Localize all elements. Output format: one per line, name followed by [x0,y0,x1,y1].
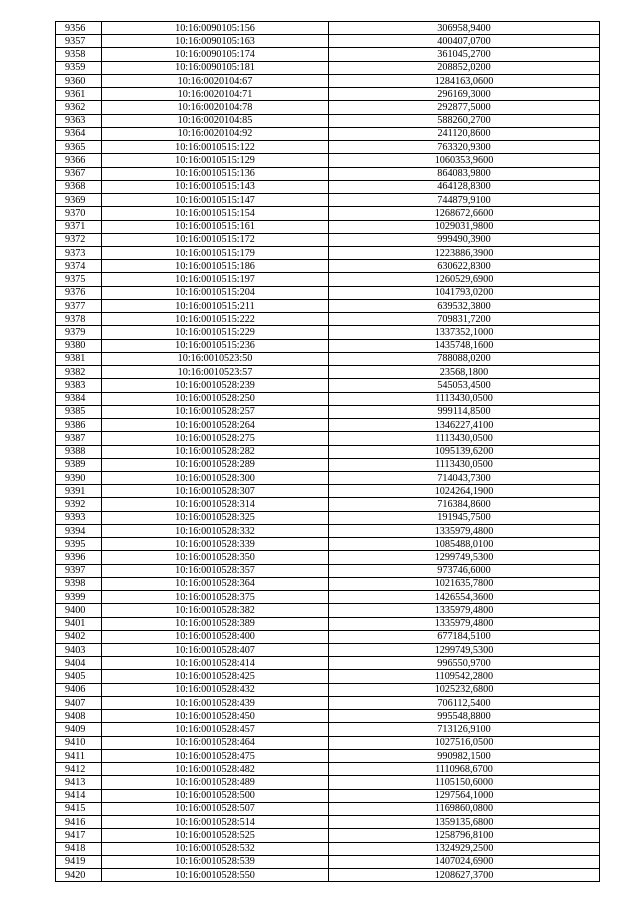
table-row [56,35,600,48]
row-number-cell: 9420 [56,869,102,882]
value-cell: 1335979,4800 [329,604,600,617]
cadastral-value-table [55,21,600,882]
table-row [56,194,600,207]
table-row [56,366,600,379]
value-cell: 1110968,6700 [329,763,600,776]
cadastral-number-cell: 10:16:0010515:236 [102,339,329,352]
value-cell: 1258796,8100 [329,829,600,842]
cadastral-number-cell: 10:16:0010528:432 [102,683,329,696]
row-number-cell: 9401 [56,617,102,630]
cadastral-number-cell: 10:16:0090105:163 [102,35,329,48]
cadastral-number-cell: 10:16:0090105:174 [102,48,329,61]
row-number-cell: 9398 [56,577,102,590]
cadastral-number-cell: 10:16:0010528:400 [102,630,329,643]
table-row [56,61,600,74]
row-number-cell: 9418 [56,842,102,855]
value-cell: 1105150,6000 [329,776,600,789]
value-cell: 1113430,0500 [329,392,600,405]
row-number-cell: 9381 [56,352,102,365]
value-cell: 864083,9800 [329,167,600,180]
value-cell: 1426554,3600 [329,591,600,604]
row-number-cell: 9402 [56,630,102,643]
cadastral-number-cell: 10:16:0010528:332 [102,524,329,537]
value-cell: 999114,8500 [329,405,600,418]
value-cell: 990982,1500 [329,749,600,762]
value-cell: 464128,8300 [329,180,600,193]
table-row [56,101,600,114]
value-cell: 1113430,0500 [329,432,600,445]
row-number-cell: 9404 [56,657,102,670]
row-number-cell: 9397 [56,564,102,577]
row-number-cell: 9390 [56,471,102,484]
row-number-cell: 9358 [56,48,102,61]
table-row [56,538,600,551]
value-cell: 1085488,0100 [329,538,600,551]
cadastral-number-cell: 10:16:0010515:172 [102,233,329,246]
cadastral-number-cell: 10:16:0010515:154 [102,207,329,220]
value-cell: 996550,9700 [329,657,600,670]
table-row [56,683,600,696]
cadastral-number-cell: 10:16:0010528:539 [102,855,329,868]
value-cell: 709831,7200 [329,313,600,326]
row-number-cell: 9384 [56,392,102,405]
value-cell: 1407024,6900 [329,855,600,868]
row-number-cell: 9392 [56,498,102,511]
cadastral-number-cell: 10:16:0010515:211 [102,299,329,312]
table-row [56,88,600,101]
value-cell: 1297564,1000 [329,789,600,802]
row-number-cell: 9359 [56,61,102,74]
value-cell: 788088,0200 [329,352,600,365]
value-cell: 999490,3900 [329,233,600,246]
table-row [56,657,600,670]
row-number-cell: 9372 [56,233,102,246]
row-number-cell: 9368 [56,180,102,193]
cadastral-number-cell: 10:16:0010515:129 [102,154,329,167]
cadastral-number-cell: 10:16:0020104:85 [102,114,329,127]
table-row [56,326,600,339]
table-row [56,696,600,709]
table-row [56,313,600,326]
table-row [56,498,600,511]
value-cell: 400407,0700 [329,35,600,48]
value-cell: 706112,5400 [329,696,600,709]
table-row [56,141,600,154]
cadastral-number-cell: 10:16:0010528:450 [102,710,329,723]
cadastral-number-cell: 10:16:0010528:514 [102,816,329,829]
value-cell: 1021635,7800 [329,577,600,590]
table-row [56,352,600,365]
cadastral-number-cell: 10:16:0010515:122 [102,141,329,154]
cadastral-number-cell: 10:16:0010515:143 [102,180,329,193]
cadastral-number-cell: 10:16:0010528:364 [102,577,329,590]
value-cell: 1109542,2800 [329,670,600,683]
value-cell: 714043,7300 [329,471,600,484]
value-cell: 1041793,0200 [329,286,600,299]
value-cell: 1025232,6800 [329,683,600,696]
row-number-cell: 9366 [56,154,102,167]
cadastral-number-cell: 10:16:0010528:307 [102,485,329,498]
value-cell: 1029031,9800 [329,220,600,233]
table-row [56,432,600,445]
table-body [56,22,600,882]
value-cell: 23568,1800 [329,366,600,379]
value-cell: 1268672,6600 [329,207,600,220]
table-row [56,458,600,471]
value-cell: 1335979,4800 [329,524,600,537]
value-cell: 1346227,4100 [329,419,600,432]
value-cell: 1324929,2500 [329,842,600,855]
cadastral-number-cell: 10:16:0010528:339 [102,538,329,551]
cadastral-number-cell: 10:16:0010528:389 [102,617,329,630]
table-row [56,617,600,630]
table-row [56,22,600,35]
table-row [56,749,600,762]
table-row [56,802,600,815]
row-number-cell: 9380 [56,339,102,352]
value-cell: 361045,2700 [329,48,600,61]
table-row [56,736,600,749]
table-row [56,710,600,723]
row-number-cell: 9417 [56,829,102,842]
row-number-cell: 9412 [56,763,102,776]
table-row [56,829,600,842]
row-number-cell: 9383 [56,379,102,392]
value-cell: 1337352,1000 [329,326,600,339]
table-row [56,776,600,789]
cadastral-number-cell: 10:16:0010528:532 [102,842,329,855]
cadastral-number-cell: 10:16:0010528:425 [102,670,329,683]
cadastral-number-cell: 10:16:0010528:314 [102,498,329,511]
cadastral-number-cell: 10:16:0010515:204 [102,286,329,299]
cadastral-number-cell: 10:16:0010528:282 [102,445,329,458]
cadastral-number-cell: 10:16:0090105:181 [102,61,329,74]
value-cell: 995548,8800 [329,710,600,723]
table-row [56,379,600,392]
table-row [56,392,600,405]
cadastral-number-cell: 10:16:0020104:67 [102,74,329,87]
value-cell: 973746,6000 [329,564,600,577]
cadastral-number-cell: 10:16:0010528:239 [102,379,329,392]
table-row [56,180,600,193]
row-number-cell: 9369 [56,194,102,207]
cadastral-number-cell: 10:16:0010523:50 [102,352,329,365]
row-number-cell: 9387 [56,432,102,445]
cadastral-number-cell: 10:16:0010528:414 [102,657,329,670]
row-number-cell: 9408 [56,710,102,723]
value-cell: 1299749,5300 [329,551,600,564]
cadastral-number-cell: 10:16:0010528:525 [102,829,329,842]
value-cell: 1335979,4800 [329,617,600,630]
cadastral-number-cell: 10:16:0010515:147 [102,194,329,207]
cadastral-number-cell: 10:16:0010528:500 [102,789,329,802]
value-cell: 241120,8600 [329,127,600,140]
cadastral-number-cell: 10:16:0010515:229 [102,326,329,339]
value-cell: 1113430,0500 [329,458,600,471]
table-row [56,564,600,577]
row-number-cell: 9376 [56,286,102,299]
cadastral-number-cell: 10:16:0010528:482 [102,763,329,776]
cadastral-number-cell: 10:16:0010528:457 [102,723,329,736]
value-cell: 588260,2700 [329,114,600,127]
cadastral-number-cell: 10:16:0010528:407 [102,644,329,657]
value-cell: 763320,9300 [329,141,600,154]
table-row [56,723,600,736]
row-number-cell: 9388 [56,445,102,458]
value-cell: 545053,4500 [329,379,600,392]
table-row [56,260,600,273]
cadastral-number-cell: 10:16:0010528:289 [102,458,329,471]
cadastral-number-cell: 10:16:0010528:350 [102,551,329,564]
row-number-cell: 9413 [56,776,102,789]
row-number-cell: 9394 [56,524,102,537]
value-cell: 1260529,6900 [329,273,600,286]
row-number-cell: 9365 [56,141,102,154]
value-cell: 306958,9400 [329,22,600,35]
table-row [56,789,600,802]
value-cell: 1027516,0500 [329,736,600,749]
row-number-cell: 9414 [56,789,102,802]
cadastral-number-cell: 10:16:0020104:92 [102,127,329,140]
row-number-cell: 9356 [56,22,102,35]
table-row [56,207,600,220]
cadastral-number-cell: 10:16:0090105:156 [102,22,329,35]
table-row [56,524,600,537]
table-row [56,842,600,855]
value-cell: 191945,7500 [329,511,600,524]
cadastral-number-cell: 10:16:0010515:161 [102,220,329,233]
row-number-cell: 9407 [56,696,102,709]
row-number-cell: 9396 [56,551,102,564]
cadastral-number-cell: 10:16:0010528:325 [102,511,329,524]
value-cell: 1359135,6800 [329,816,600,829]
row-number-cell: 9386 [56,419,102,432]
table-row [56,220,600,233]
value-cell: 639532,3800 [329,299,600,312]
row-number-cell: 9405 [56,670,102,683]
table-row [56,114,600,127]
cadastral-number-cell: 10:16:0010528:382 [102,604,329,617]
table-row [56,74,600,87]
table-row [56,233,600,246]
cadastral-number-cell: 10:16:0010528:300 [102,471,329,484]
table-row [56,630,600,643]
table-row [56,246,600,259]
row-number-cell: 9374 [56,260,102,273]
row-number-cell: 9364 [56,127,102,140]
row-number-cell: 9361 [56,88,102,101]
row-number-cell: 9416 [56,816,102,829]
row-number-cell: 9411 [56,749,102,762]
row-number-cell: 9357 [56,35,102,48]
table-row [56,167,600,180]
value-cell: 1299749,5300 [329,644,600,657]
cadastral-number-cell: 10:16:0010523:57 [102,366,329,379]
cadastral-number-cell: 10:16:0010515:136 [102,167,329,180]
table-row [56,511,600,524]
cadastral-number-cell: 10:16:0010515:222 [102,313,329,326]
row-number-cell: 9363 [56,114,102,127]
cadastral-number-cell: 10:16:0010528:489 [102,776,329,789]
table-row [56,419,600,432]
value-cell: 713126,9100 [329,723,600,736]
row-number-cell: 9382 [56,366,102,379]
cadastral-number-cell: 10:16:0010515:186 [102,260,329,273]
value-cell: 744879,9100 [329,194,600,207]
cadastral-number-cell: 10:16:0020104:71 [102,88,329,101]
table-row [56,644,600,657]
row-number-cell: 9367 [56,167,102,180]
row-number-cell: 9362 [56,101,102,114]
cadastral-number-cell: 10:16:0010515:179 [102,246,329,259]
table-row [56,299,600,312]
table-row [56,670,600,683]
cadastral-number-cell: 10:16:0010528:275 [102,432,329,445]
cadastral-number-cell: 10:16:0020104:78 [102,101,329,114]
row-number-cell: 9379 [56,326,102,339]
row-number-cell: 9373 [56,246,102,259]
table-row [56,273,600,286]
table-row [56,591,600,604]
table-row [56,855,600,868]
cadastral-number-cell: 10:16:0010528:250 [102,392,329,405]
cadastral-number-cell: 10:16:0010528:357 [102,564,329,577]
table-row [56,48,600,61]
cadastral-number-cell: 10:16:0010528:264 [102,419,329,432]
row-number-cell: 9377 [56,299,102,312]
value-cell: 1208627,3700 [329,869,600,882]
row-number-cell: 9391 [56,485,102,498]
row-number-cell: 9378 [56,313,102,326]
cadastral-number-cell: 10:16:0010528:439 [102,696,329,709]
row-number-cell: 9403 [56,644,102,657]
table-row [56,869,600,882]
row-number-cell: 9375 [56,273,102,286]
value-cell: 1095139,6200 [329,445,600,458]
value-cell: 292877,5000 [329,101,600,114]
cadastral-number-cell: 10:16:0010528:464 [102,736,329,749]
row-number-cell: 9360 [56,74,102,87]
table-row [56,551,600,564]
table-row [56,445,600,458]
table-row [56,485,600,498]
row-number-cell: 9409 [56,723,102,736]
table-row [56,405,600,418]
row-number-cell: 9389 [56,458,102,471]
table-row [56,577,600,590]
table-row [56,339,600,352]
value-cell: 1435748,1600 [329,339,600,352]
cadastral-number-cell: 10:16:0010515:197 [102,273,329,286]
table-row [56,471,600,484]
value-cell: 208852,0200 [329,61,600,74]
value-cell: 1223886,3900 [329,246,600,259]
row-number-cell: 9419 [56,855,102,868]
value-cell: 296169,3000 [329,88,600,101]
table-row [56,604,600,617]
row-number-cell: 9415 [56,802,102,815]
cadastral-number-cell: 10:16:0010528:550 [102,869,329,882]
value-cell: 1169860,0800 [329,802,600,815]
cadastral-number-cell: 10:16:0010528:507 [102,802,329,815]
row-number-cell: 9395 [56,538,102,551]
row-number-cell: 9385 [56,405,102,418]
row-number-cell: 9400 [56,604,102,617]
value-cell: 1060353,9600 [329,154,600,167]
row-number-cell: 9371 [56,220,102,233]
row-number-cell: 9393 [56,511,102,524]
table-row [56,763,600,776]
value-cell: 716384,8600 [329,498,600,511]
row-number-cell: 9406 [56,683,102,696]
cadastral-number-cell: 10:16:0010528:257 [102,405,329,418]
row-number-cell: 9370 [56,207,102,220]
value-cell: 630622,8300 [329,260,600,273]
cadastral-number-cell: 10:16:0010528:475 [102,749,329,762]
row-number-cell: 9399 [56,591,102,604]
row-number-cell: 9410 [56,736,102,749]
table-row [56,816,600,829]
cadastral-number-cell: 10:16:0010528:375 [102,591,329,604]
table-row [56,286,600,299]
value-cell: 1024264,1900 [329,485,600,498]
value-cell: 1284163,0600 [329,74,600,87]
table-row [56,127,600,140]
value-cell: 677184,5100 [329,630,600,643]
table-row [56,154,600,167]
